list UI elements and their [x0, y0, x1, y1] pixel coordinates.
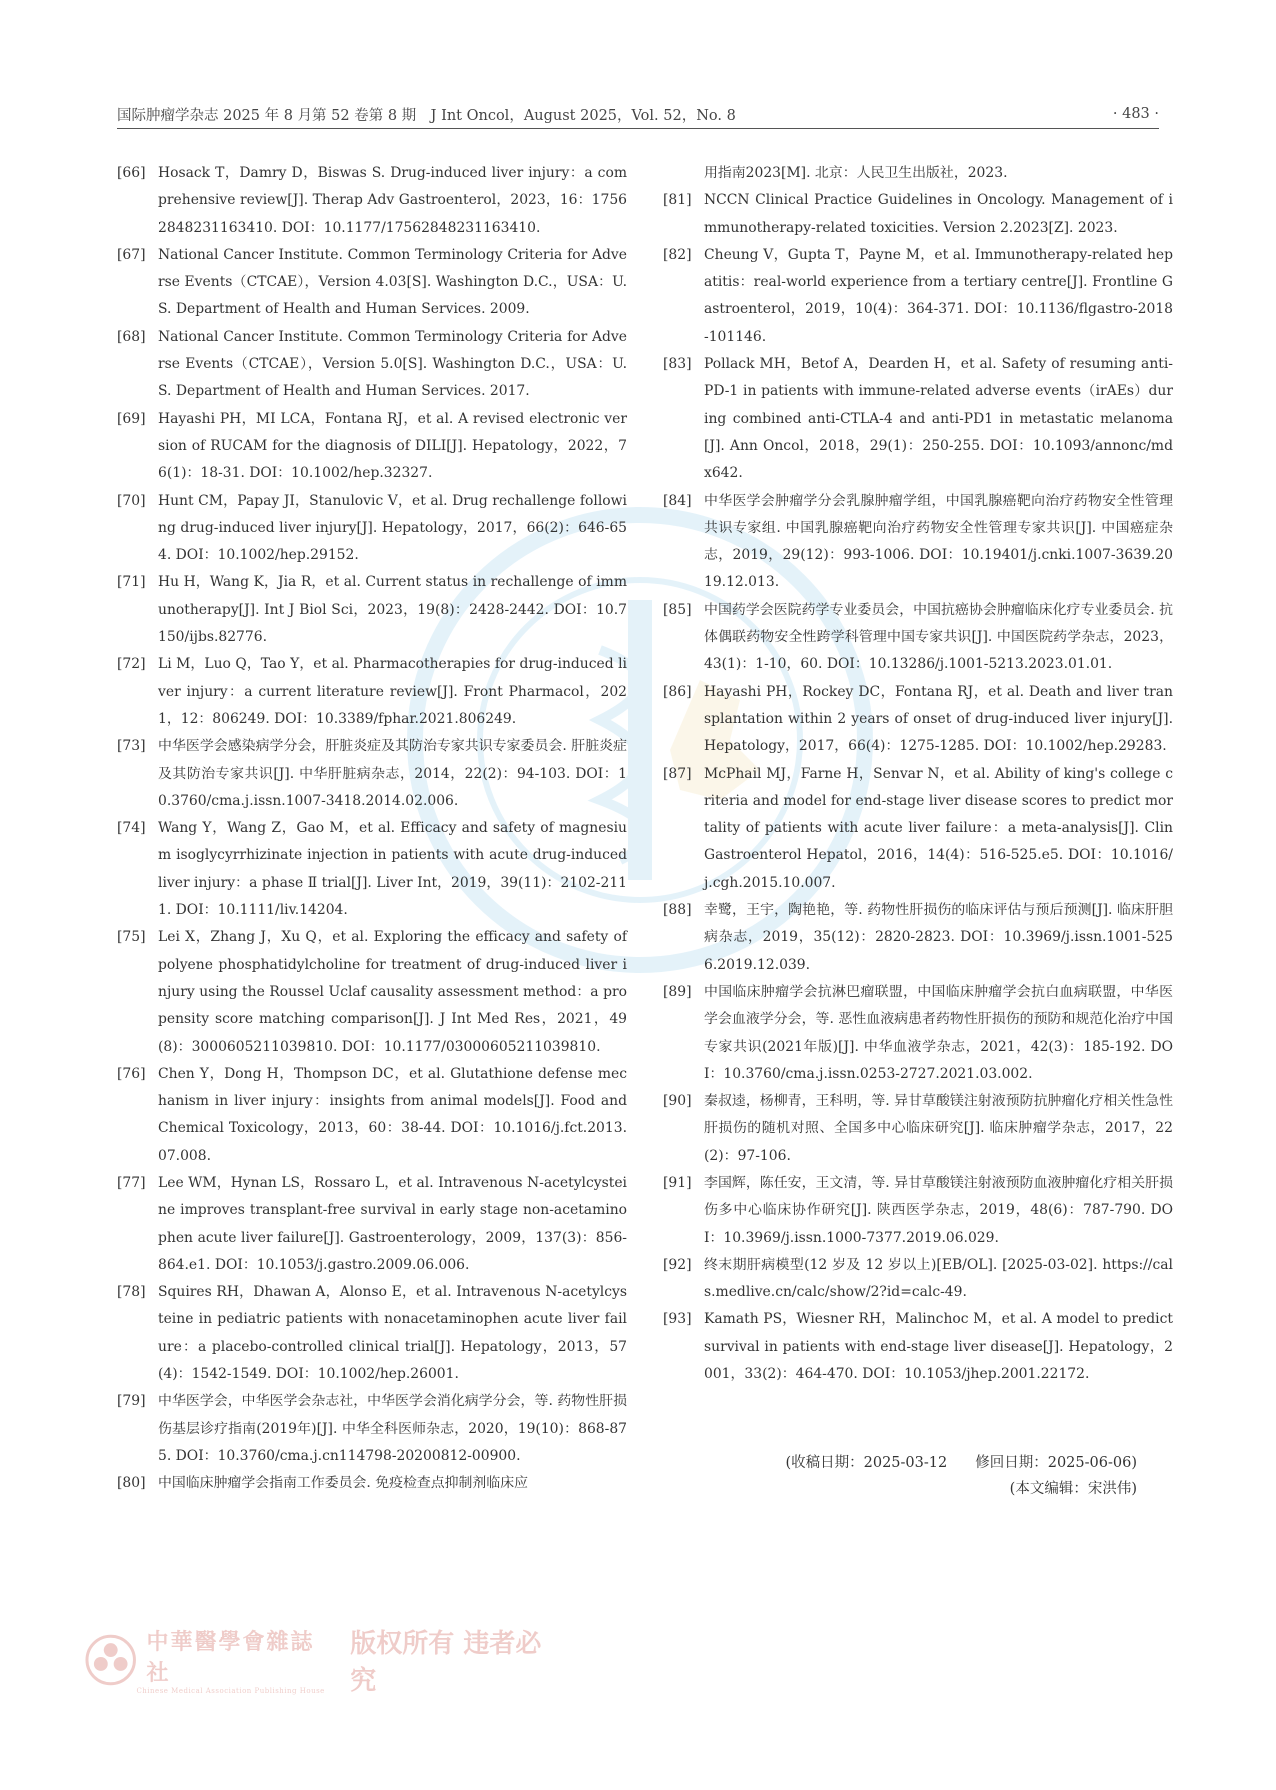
reference-text: 中华医学会感染病学分会，肝脏炎症及其防治专家共识专家委员会. 肝脏炎症及其防治专家共识[J]. 中华肝脏病杂志，2014，22(2)：94-103. DOI：10.3760/cma.j.issn.1007-3418.2014.02.006.	[158, 738, 627, 809]
publisher-name: 中華醫學會雜誌社	[146, 1629, 315, 1686]
reference-entry	[117, 1061, 627, 1170]
reference-entry	[117, 1170, 627, 1279]
reference-text: Lee WM，Hynan LS，Rossaro L，et al. Intravenous N-acetylcysteine improves transplant-free survival in early stage non-acetaminophen acute liver failure[J]. Gastroenterology，2009，137(3)：856-864.e1. DOI：10.1053/j.gastro.2009.06.006.	[158, 1174, 627, 1273]
reference-number: [68]	[117, 328, 146, 345]
publisher-name-en: Chinese Medical Association Publishing House	[136, 1687, 325, 1695]
reference-entry	[117, 406, 627, 488]
reference-entry	[663, 351, 1173, 487]
publisher-logo-icon	[85, 1634, 136, 1686]
reference-number: [83]	[663, 356, 692, 373]
reference-text: 终末期肝病模型(12 岁及 12 岁以上)[EB/OL]. [2025-03-02]. https://cals.medlive.cn/calc/show/2?id=calc-49.	[704, 1256, 1173, 1301]
reference-entry	[117, 1470, 627, 1497]
reference-text: 李国辉，陈任安，王文清，等. 异甘草酸镁注射液预防血液肿瘤化疗相关肝损伤多中心临床协作研究[J]. 陕西医学杂志，2019，48(6)：787-790. DOI：10.3969/j.issn.1000-7377.2019.06.029.	[704, 1174, 1173, 1246]
reference-entry	[117, 1388, 627, 1470]
reference-number: [78]	[117, 1284, 146, 1301]
reference-text: Pollack MH，Betof A，Dearden H，et al. Safety of resuming anti-PD-1 in patients with immune-related adverse events（irAEs）during combined anti-CTLA-4 and anti-PD1 in metastatic melanoma[J]. Ann Oncol，2018，29(1)：250-255. DOI：10.1093/annonc/mdx642.	[704, 356, 1173, 482]
reference-text: 幸鹭，王宇，陶艳艳，等. 药物性肝损伤的临床评估与预后预测[J]. 临床肝胆病杂志，2019，35(12)：2820-2823. DOI：10.3969/j.issn.1001-5256.2019.12.039.	[704, 902, 1173, 973]
reference-entry	[663, 761, 1173, 897]
reference-number: [90]	[663, 1093, 692, 1110]
reference-number: [85]	[663, 601, 692, 618]
revised-date: 修回日期：2025-06-06)	[975, 1455, 1137, 1471]
reference-number: [67]	[117, 246, 146, 263]
reference-text: 中华医学会，中华医学会杂志社，中华医学会消化病学分会，等. 药物性肝损伤基层诊疗指南(2019年)[J]. 中华全科医师杂志，2020，19(10)：868-875. DOI：10.3760/cma.j.cn114798-20200812-00900.	[158, 1393, 627, 1464]
references-left-column	[117, 160, 627, 1498]
reference-number: [84]	[663, 492, 692, 509]
reference-entry	[117, 242, 627, 324]
reference-number: [79]	[117, 1393, 146, 1410]
reference-number: [81]	[663, 192, 692, 209]
copyright-tagline: 版权所有 违者必究	[350, 1629, 542, 1696]
reference-entry	[663, 187, 1173, 242]
reference-text: Hayashi PH，MI LCA，Fontana RJ，et al. A revised electronic version of RUCAM for the diagnosis of DILI[J]. Hepatology，2022，76(1)：18-31. DOI：10.1002/hep.32327.	[158, 410, 627, 482]
reference-entry	[117, 815, 627, 924]
reference-entry	[663, 1170, 1173, 1252]
reference-entry	[663, 1088, 1173, 1170]
reference-text: 中国药学会医院药学专业委员会，中国抗癌协会肿瘤临床化疗专业委员会. 抗体偶联药物安全性跨学科管理中国专家共识[J]. 中国医院药学杂志，2023，43(1)：1-10，60. DOI：10.13286/j.1001-5213.2023.01.01.	[704, 601, 1173, 673]
reference-text: 中国临床肿瘤学会指南工作委员会. 免疫检查点抑制剂临床应	[158, 1475, 528, 1492]
reference-text: Li M，Luo Q，Tao Y，et al. Pharmacotherapies for drug-induced liver injury：a current literature review[J]. Front Pharmacol，2021，12：806249. DOI：10.3389/fphar.2021.806249.	[158, 656, 627, 727]
reference-entry	[117, 488, 627, 570]
reference-text: National Cancer Institute. Common Terminology Criteria for Adverse Events（CTCAE），Version 5.0[S]. Washington D.C.，USA：U.S. Department of Health and Human Services. 2017.	[158, 328, 627, 400]
article-dates	[663, 1450, 1173, 1502]
reference-text: Hunt CM，Papay JI，Stanulovic V，et al. Drug rechallenge following drug-induced liver injury[J]. Hepatology，2017，66(2)：646-654. DOI：10.1002/hep.29152.	[158, 492, 627, 564]
reference-number: [93]	[663, 1311, 692, 1328]
reference-number: [72]	[117, 656, 146, 673]
reference-entry	[117, 651, 627, 733]
reference-entry	[117, 1279, 627, 1388]
reference-text: Chen Y，Dong H，Thompson DC，et al. Glutathione defense mechanism in liver injury：insights from animal models[J]. Food and Chemical Toxicology，2013，60：38-44. DOI：10.1016/j.fct.2013.07.008.	[158, 1065, 627, 1164]
reference-text: Squires RH，Dhawan A，Alonso E，et al. Intravenous N-acetylcysteine in pediatric patients with nonacetaminophen acute liver failure：a placebo-controlled clinical trial[J]. Hepatology，2013，57(4)：1542-1549. DOI：10.1002/hep.26001.	[158, 1284, 627, 1383]
reference-80-continuation: 用指南2023[M]. 北京：人民卫生出版社，2023.	[704, 165, 1008, 181]
reference-text: McPhail MJ，Farne H，Senvar N，et al. Ability of king's college criteria and model for end-stage liver disease scores to predict mortality of patients with acute liver failure：a meta-analysis[J]. Clin Gastroenterol Hepatol，2016，14(4)：516-525.e5. DOI：10.1016/j.cgh.2015.10.007.	[704, 765, 1173, 891]
reference-text: Wang Y，Wang Z，Gao M，et al. Efficacy and safety of magnesium isoglycyrrhizinate injection in patients with acute drug-induced liver injury：a phase Ⅱ trial[J]. Liver Int，2019，39(11)：2102-2111. DOI：10.1111/liv.14204.	[158, 820, 627, 919]
reference-text: 中华医学会肿瘤学分会乳腺肿瘤学组，中国乳腺癌靶向治疗药物安全性管理共识专家组. 中国乳腺癌靶向治疗药物安全性管理专家共识[J]. 中国癌症杂志，2019，29(12)：993-1006. DOI：10.19401/j.cnki.1007-3639.2019.12.013.	[704, 492, 1173, 591]
reference-entry	[663, 979, 1173, 1088]
reference-text: Lei X，Zhang J，Xu Q，et al. Exploring the efficacy and safety of polyene phosphatidylcholine for treatment of drug-induced liver injury using the Roussel Uclaf causality assessment method：a propensity score matching comparison[J]. J Int Med Res，2021，49(8)：3000605211039810. DOI：10.1177/03000605211039810.	[158, 929, 627, 1055]
reference-number: [75]	[117, 929, 146, 946]
reference-entry	[117, 733, 627, 815]
reference-entry	[663, 1306, 1173, 1388]
reference-number: [91]	[663, 1174, 692, 1191]
page-number: · 483 ·	[1112, 106, 1159, 122]
reference-number: [88]	[663, 902, 692, 919]
reference-entry	[663, 242, 1173, 351]
reference-text: 秦叔逵，杨柳青，王科明，等. 异甘草酸镁注射液预防抗肿瘤化疗相关性急性肝损伤的随机对照、全国多中心临床研究[J]. 临床肿瘤学杂志，2017，22(2)：97-106.	[704, 1093, 1173, 1164]
reference-entry	[117, 324, 627, 406]
reference-number: [87]	[663, 765, 692, 782]
reference-number: [76]	[117, 1065, 146, 1082]
reference-text: 中国临床肿瘤学会抗淋巴瘤联盟，中国临床肿瘤学会抗白血病联盟，中华医学会血液学分会，等. 恶性血液病患者药物性肝损伤的预防和规范化治疗中国专家共识(2021年版)[J]. 中华血液学杂志，2021，42(3)：185-192. DOI：10.3760/cma.j.issn.0253-2727.2021.03.002.	[704, 983, 1173, 1082]
reference-text: Hosack T，Damry D，Biswas S. Drug-induced liver injury：a comprehensive review[J]. Therap Adv Gastroenterol，2023，16：17562848231163410. DOI：10.1177/17562848231163410.	[158, 165, 627, 236]
journal-citation: 国际肿瘤学杂志 2025 年 8 月第 52 卷第 8 期 J Int Oncol，August 2025，Vol. 52，No. 8	[117, 107, 736, 124]
reference-number: [71]	[117, 574, 146, 591]
publisher-footer	[85, 1629, 565, 1696]
reference-number: [70]	[117, 492, 146, 509]
reference-text: NCCN Clinical Practice Guidelines in Oncology. Management of immunotherapy-related toxicities. Version 2.2023[Z]. 2023.	[704, 192, 1173, 236]
references-right-column	[663, 160, 1173, 1388]
running-header	[117, 103, 1159, 125]
received-date: (收稿日期：2025-03-12	[785, 1455, 948, 1471]
reference-entry	[663, 1252, 1173, 1307]
reference-entry	[117, 160, 627, 242]
reference-text: Cheung V，Gupta T，Payne M，et al. Immunotherapy-related hepatitis：real-world experience from a tertiary centre[J]. Frontline Gastroenterol，2019，10(4)：364-371. DOI：10.1136/flgastro-2018-101146.	[704, 246, 1173, 345]
reference-number: [69]	[117, 410, 146, 427]
reference-entry	[117, 924, 627, 1060]
header-rule	[117, 128, 1159, 129]
reference-number: [82]	[663, 246, 692, 263]
reference-number: [89]	[663, 983, 692, 1000]
reference-number: [77]	[117, 1174, 146, 1191]
reference-number: [74]	[117, 820, 146, 837]
reference-entry	[663, 488, 1173, 597]
reference-entry	[663, 679, 1173, 761]
reference-text: Hu H，Wang K，Jia R，et al. Current status in rechallenge of immunotherapy[J]. Int J Biol Sci，2023，19(8)：2428-2442. DOI：10.7150/ijbs.82776.	[158, 574, 627, 646]
reference-text: Kamath PS，Wiesner RH，Malinchoc M，et al. A model to predict survival in patients with end-stage liver disease[J]. Hepatology，2001，33(2)：464-470. DOI：10.1053/jhep.2001.22172.	[704, 1311, 1173, 1383]
reference-number: [73]	[117, 738, 146, 755]
reference-number: [80]	[117, 1475, 146, 1492]
reference-text: Hayashi PH，Rockey DC，Fontana RJ，et al. Death and liver transplantation within 2 years of onset of drug-induced liver injury[J]. Hepatology，2017，66(4)：1275-1285. DOI：10.1002/hep.29283.	[704, 683, 1173, 755]
reference-text: National Cancer Institute. Common Terminology Criteria for Adverse Events（CTCAE），Version 4.03[S]. Washington D.C.，USA：U.S. Department of Health and Human Services. 2009.	[158, 246, 627, 318]
reference-number: [86]	[663, 683, 692, 700]
reference-number: [92]	[663, 1256, 692, 1273]
reference-entry	[663, 897, 1173, 979]
editor-credit: (本文编辑：宋洪伟)	[1009, 1481, 1137, 1497]
reference-entry	[117, 569, 627, 651]
reference-entry	[663, 597, 1173, 679]
reference-number: [66]	[117, 165, 146, 181]
